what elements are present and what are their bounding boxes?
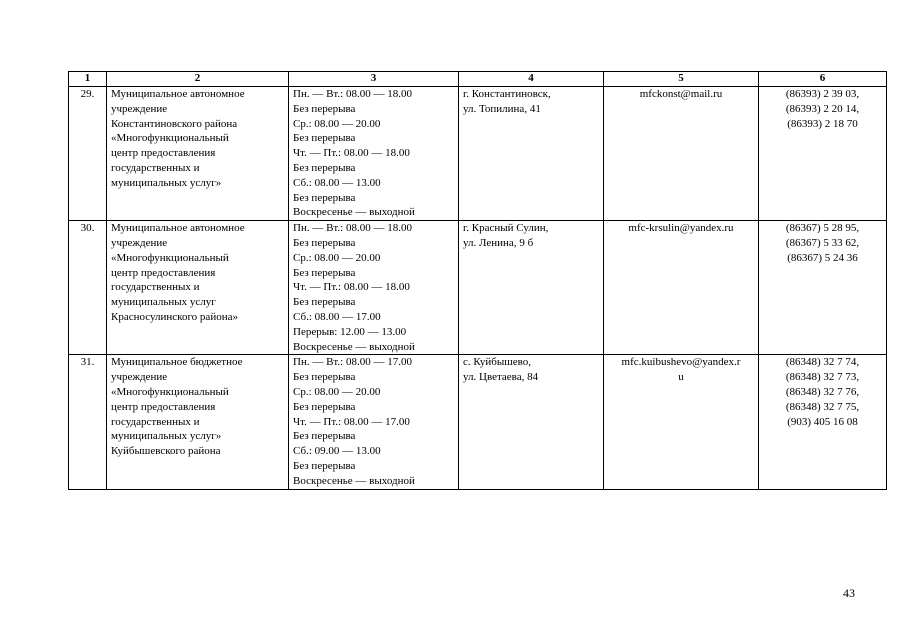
cell-line: Муниципальное бюджетное [111, 356, 243, 369]
cell-line: учреждение [111, 236, 168, 249]
cell-line: муниципальных услуг» [111, 430, 222, 443]
cell-line: (86393) 2 20 14, [785, 102, 860, 115]
column-header-5: 5 [604, 72, 759, 87]
cell-line: муниципальных услуг [111, 296, 216, 309]
cell-line: Без перерыва [293, 102, 356, 115]
cell-line: (86367) 5 33 62, [785, 236, 860, 249]
cell-line: Пн. — Вт.: 08.00 — 18.00 [293, 222, 412, 235]
table-row [69, 87, 887, 221]
cell-line: (86367) 5 28 95, [785, 222, 860, 235]
cell-line: Ср.: 08.00 — 20.00 [293, 117, 381, 130]
cell-line: Без перерыва [293, 191, 356, 204]
cell-line: (86348) 32 7 74, [785, 356, 860, 369]
row-number-cell: 29. [69, 87, 107, 221]
cell-line: Без перерыва [293, 161, 356, 174]
cell-line: Муниципальное автономное [111, 88, 245, 100]
cell-line: (86348) 32 7 73, [785, 371, 860, 384]
schedule-cell [289, 355, 459, 489]
cell-line: центр предоставления [111, 400, 216, 413]
document-table [68, 71, 887, 490]
header-row [69, 72, 887, 87]
row-number-cell: 31. [69, 355, 107, 489]
cell-line: Чт. — Пт.: 08.00 — 18.00 [293, 147, 410, 160]
cell-line: Куйбышевского района [111, 445, 221, 458]
cell-line: Без перерыва [293, 430, 356, 443]
cell-line: Красносулинского района» [111, 310, 238, 323]
column-header-4: 4 [459, 72, 604, 87]
cell-line: Ср.: 08.00 — 20.00 [293, 385, 381, 398]
address-cell [459, 355, 604, 489]
cell-line: Сб.: 08.00 — 17.00 [293, 310, 381, 323]
phones-cell [759, 87, 887, 221]
cell-line: Перерыв: 12.00 — 13.00 [293, 325, 407, 338]
column-header-3: 3 [289, 72, 459, 87]
cell-line: mfc-krsulin@yandex.ru [628, 222, 734, 235]
cell-line: учреждение [111, 371, 168, 384]
address-cell [459, 87, 604, 221]
cell-line: Сб.: 09.00 — 13.00 [293, 445, 381, 458]
cell-line: Без перерыва [293, 459, 356, 472]
cell-line: mfc.kuibushevo@yandex.r [621, 356, 741, 369]
organization-cell [107, 87, 289, 221]
email-cell [604, 221, 759, 355]
cell-line: г. Красный Сулин, [463, 222, 549, 235]
cell-line: с. Куйбышево, [463, 356, 531, 369]
organization-cell [107, 355, 289, 489]
cell-line: «Многофункциональный [111, 385, 229, 398]
cell-line: Без перерыва [293, 236, 356, 249]
cell-line: (86348) 32 7 76, [785, 385, 860, 398]
cell-line: Муниципальное автономное [111, 222, 245, 235]
cell-line: mfckonst@mail.ru [639, 88, 723, 100]
cell-line: г. Константиновск, [463, 88, 551, 100]
cell-line: (86367) 5 24 36 [787, 251, 858, 264]
email-cell [604, 355, 759, 489]
cell-line: (86393) 2 39 03, [785, 88, 860, 100]
cell-line: Сб.: 08.00 — 13.00 [293, 176, 381, 189]
cell-line: ул. Цветаева, 84 [463, 371, 539, 384]
page-number: 43 [843, 586, 855, 600]
column-header-6: 6 [759, 72, 887, 87]
cell-line: «Многофункциональный [111, 251, 229, 264]
cell-line: «Многофункциональный [111, 132, 229, 145]
table-row [69, 221, 887, 355]
cell-line: Воскресенье — выходной [293, 206, 415, 219]
column-header-1: 1 [69, 72, 107, 87]
cell-line: ул. Топилина, 41 [463, 102, 541, 115]
cell-line: центр предоставления [111, 266, 216, 279]
phones-cell [759, 355, 887, 489]
cell-line: центр предоставления [111, 147, 216, 160]
cell-line: государственных и [111, 281, 200, 294]
schedule-cell [289, 221, 459, 355]
cell-line: (86393) 2 18 70 [787, 117, 858, 130]
cell-line: (86348) 32 7 75, [785, 400, 860, 413]
cell-line: учреждение [111, 102, 168, 115]
cell-line: Без перерыва [293, 296, 356, 309]
column-header-2: 2 [107, 72, 289, 87]
cell-line: Константиновского района [111, 117, 238, 130]
cell-line: Воскресенье — выходной [293, 340, 415, 353]
row-number-cell: 30. [69, 221, 107, 355]
cell-line: Пн. — Вт.: 08.00 — 17.00 [293, 356, 412, 369]
cell-line: ул. Ленина, 9 б [463, 236, 534, 249]
cell-line: Чт. — Пт.: 08.00 — 17.00 [293, 415, 410, 428]
table-row [69, 355, 887, 489]
address-cell [459, 221, 604, 355]
cell-line: Без перерыва [293, 266, 356, 279]
phones-cell [759, 221, 887, 355]
cell-line: Чт. — Пт.: 08.00 — 18.00 [293, 281, 410, 294]
organization-cell [107, 221, 289, 355]
cell-line: Без перерыва [293, 371, 356, 384]
cell-line: государственных и [111, 415, 200, 428]
cell-line: государственных и [111, 161, 200, 174]
table-body [69, 87, 887, 490]
cell-line: Без перерыва [293, 132, 356, 145]
cell-line: Ср.: 08.00 — 20.00 [293, 251, 381, 264]
cell-line: u [678, 371, 684, 384]
schedule-cell [289, 87, 459, 221]
cell-line: Без перерыва [293, 400, 356, 413]
cell-line: Пн. — Вт.: 08.00 — 18.00 [293, 88, 412, 100]
email-cell [604, 87, 759, 221]
cell-line: муниципальных услуг» [111, 176, 222, 189]
cell-line: (903) 405 16 08 [787, 415, 858, 428]
cell-line: Воскресенье — выходной [293, 474, 415, 487]
